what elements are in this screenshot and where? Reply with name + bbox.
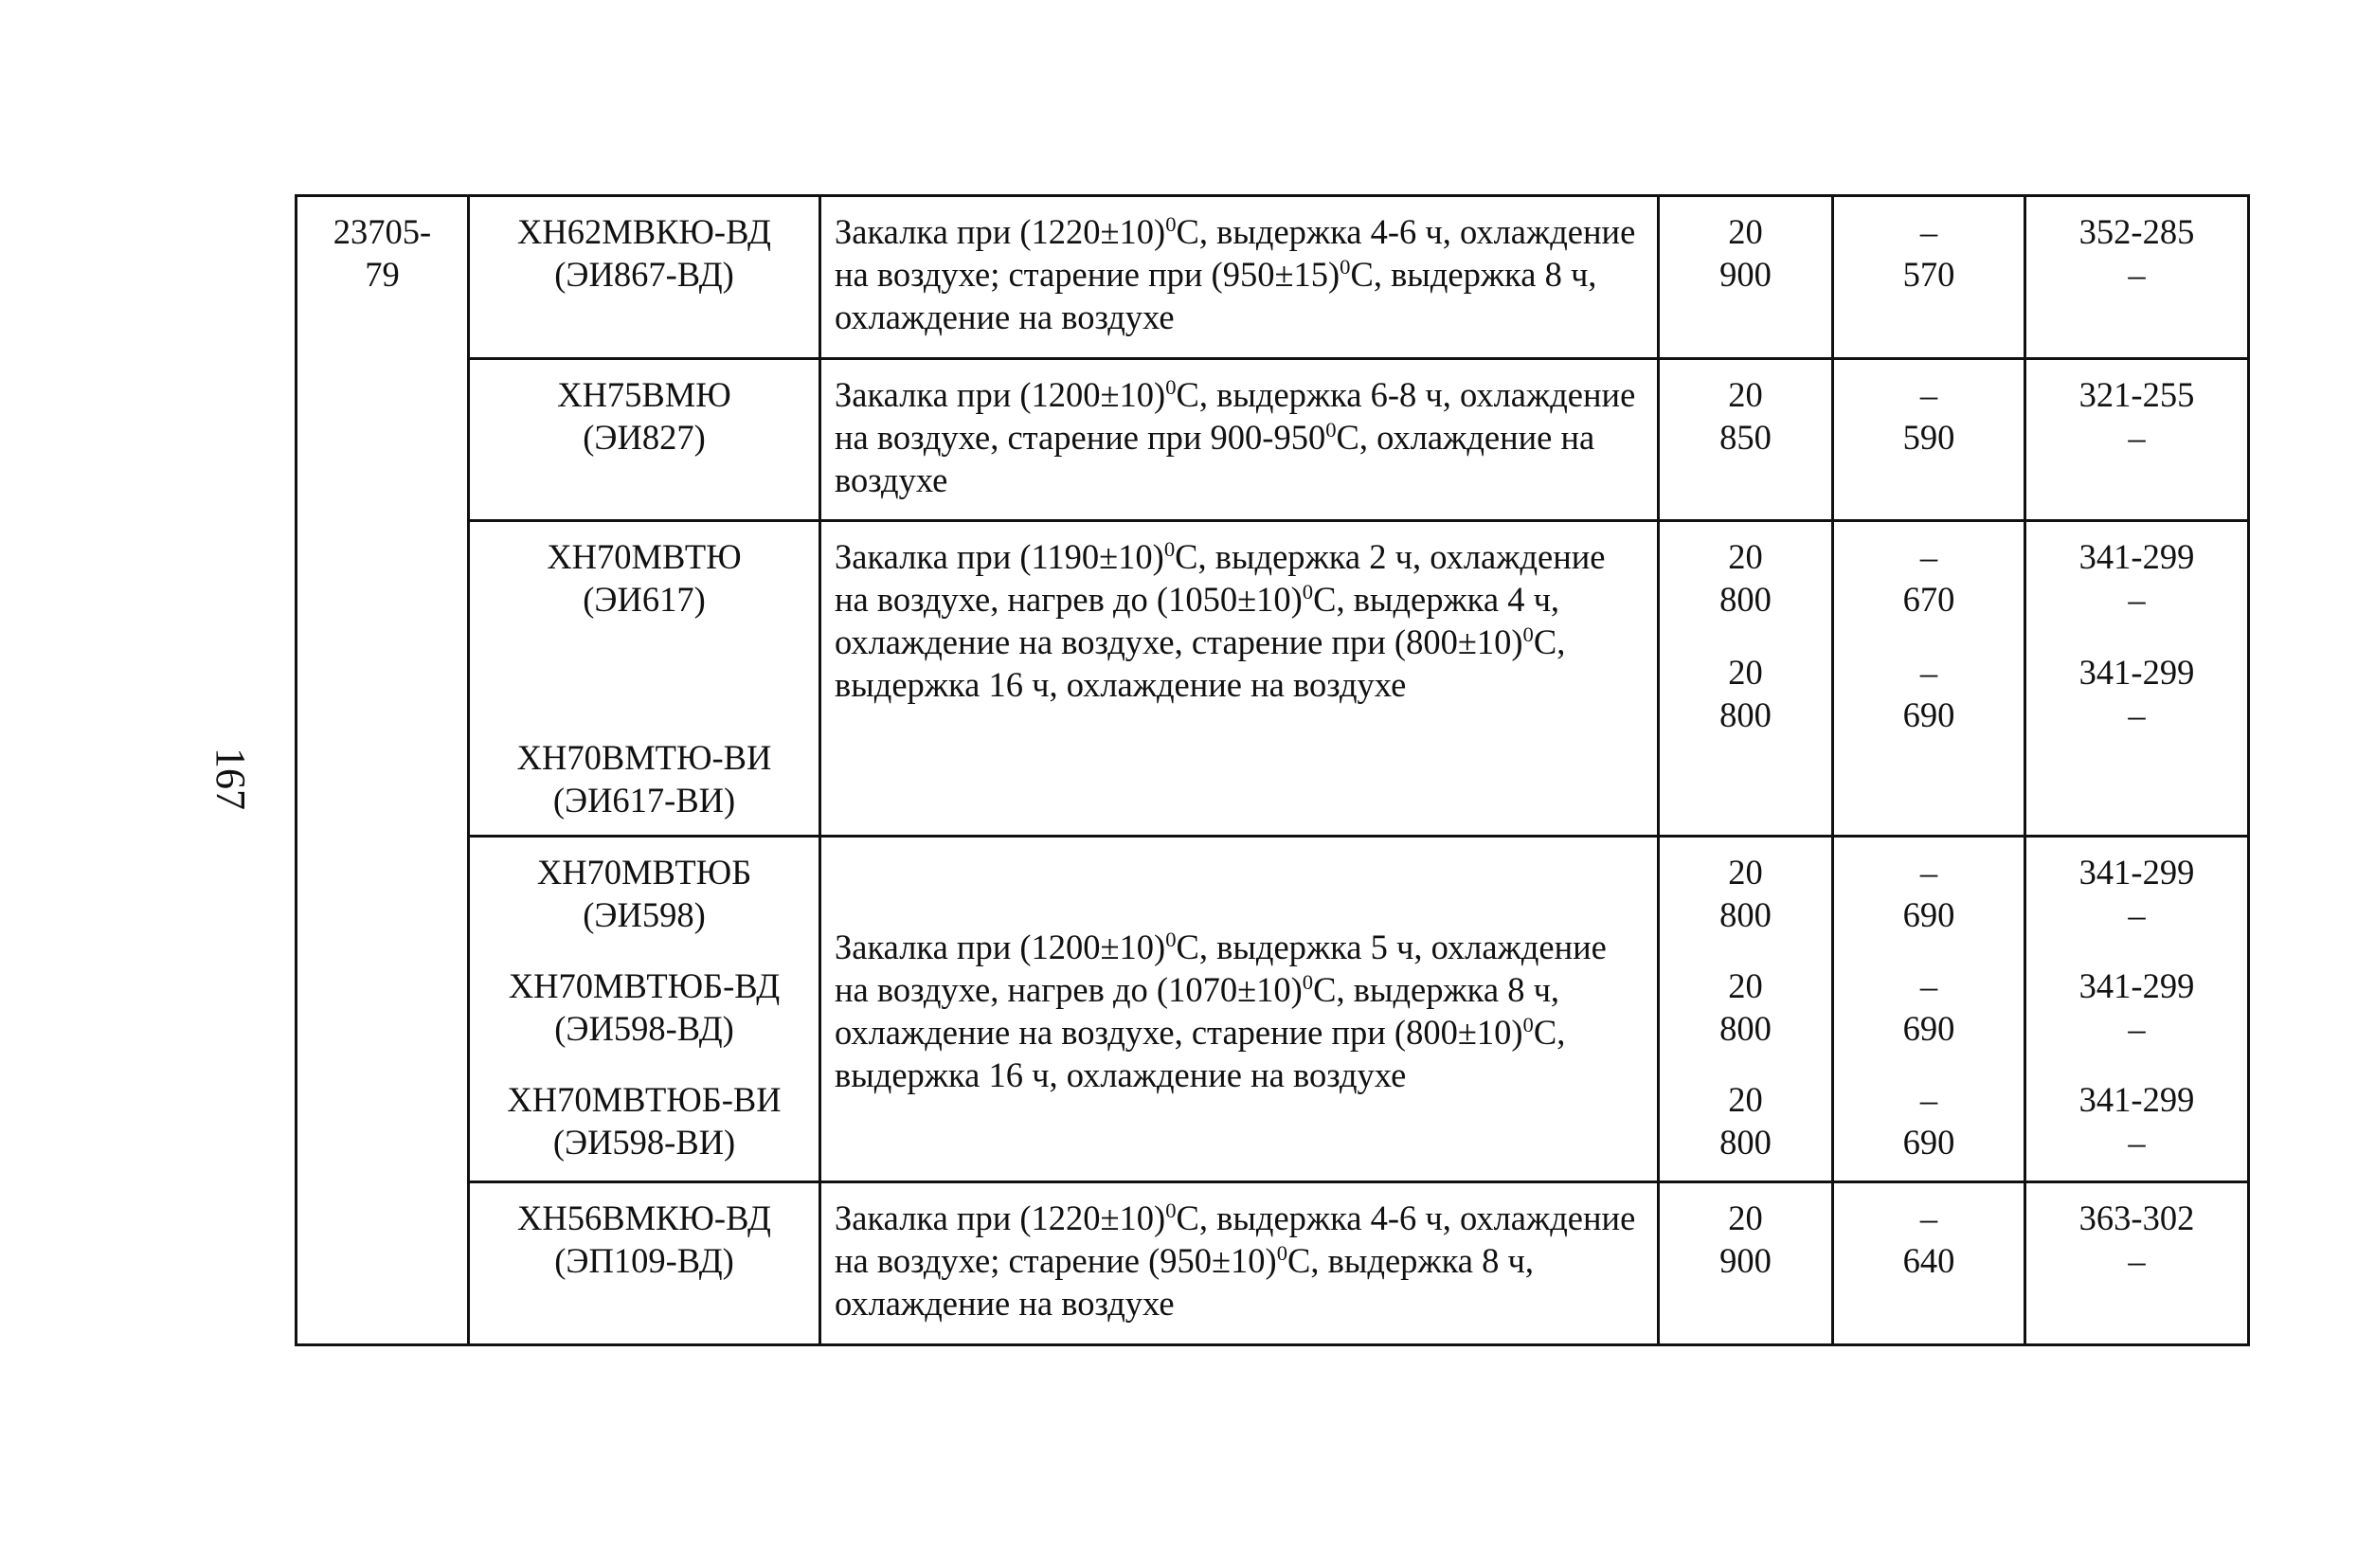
degree-superscript: 0 — [1165, 928, 1177, 952]
value-block — [1673, 964, 1818, 1050]
degree-superscript: 0 — [1165, 374, 1177, 399]
treatment-cell — [820, 521, 1659, 837]
degree-superscript: 0 — [1165, 1199, 1177, 1223]
strength-value: – — [1919, 853, 1938, 892]
strength-value: – — [1919, 1199, 1938, 1238]
strength-value: 690 — [1902, 1123, 1955, 1162]
value-block — [2040, 210, 2234, 296]
value-block — [1673, 1197, 1818, 1282]
degree-superscript: 0 — [1302, 579, 1314, 604]
temperature-value: 900 — [1719, 255, 1772, 294]
range-value: 341-299 — [2078, 537, 2195, 577]
degree-superscript: 0 — [1165, 211, 1177, 236]
temperature-value: 20 — [1728, 853, 1763, 892]
grade-code: (ЭИ827) — [583, 417, 706, 457]
temperature-value: 20 — [1728, 537, 1763, 577]
treatment-fragment: С, выдержка 5 ч, охлаждение на воздухе, нагрев до (1070±10) — [835, 928, 1607, 1010]
strength-value: – — [1919, 374, 1938, 414]
treatment-cell — [820, 196, 1659, 359]
grade-code: (ЭИ598-ВИ) — [552, 1123, 736, 1162]
range-value: – — [2128, 255, 2146, 294]
strength-value: 640 — [1902, 1241, 1955, 1281]
degree-superscript: 0 — [1302, 970, 1314, 995]
strength-value: 690 — [1902, 695, 1955, 735]
grade-name: ХН70МВТЮБ-ВД — [508, 966, 781, 1006]
strength-value: – — [1919, 653, 1938, 693]
treatment-fragment: С, выдержка 6-8 ч, охлаждение на воздухе, старение при 900-950 — [835, 374, 1636, 457]
range-cell — [2025, 837, 2249, 1182]
temperature-value: 800 — [1719, 580, 1772, 620]
temperature-value: 20 — [1728, 212, 1763, 251]
range-value: 341-299 — [2078, 853, 2195, 892]
value-block — [2040, 964, 2234, 1050]
strength-value: – — [1919, 537, 1938, 577]
treatment-fragment: С, выдержка 8 ч, охлаждение на воздухе, старение при (800±10) — [835, 970, 1560, 1053]
value-block — [1847, 210, 2010, 296]
treatment-fragment: С, выдержка 8 ч, охлаждение на воздухе — [835, 1241, 1534, 1324]
temperature-value: 20 — [1728, 1080, 1763, 1120]
value-block — [1673, 373, 1818, 459]
grade-block — [483, 736, 805, 821]
table-row — [297, 837, 2249, 1182]
grade-name: ХН62МВКЮ-ВД — [517, 212, 771, 251]
temperature-value: 800 — [1719, 895, 1772, 935]
treatment-text — [835, 210, 1644, 338]
temperature-value: 800 — [1719, 695, 1772, 735]
value-cell — [1833, 358, 2025, 521]
temperature-value: 20 — [1728, 966, 1763, 1006]
value-block — [1673, 651, 1818, 736]
grade-cell — [469, 521, 820, 837]
treatment-cell — [820, 358, 1659, 521]
range-cell — [2025, 521, 2249, 837]
treatment-fragment: Закалка при (1190±10) — [835, 537, 1164, 577]
treatment-fragment: С, выдержка 4 ч, охлаждение на воздухе, старение при (800±10) — [835, 580, 1560, 662]
grade-block — [483, 964, 805, 1050]
range-value: – — [2128, 695, 2146, 735]
temperature-cell — [1659, 358, 1833, 521]
heat-treatment-table — [295, 194, 2250, 1346]
grade-code: (ЭИ867-ВД) — [554, 255, 734, 294]
value-block — [1847, 1078, 2010, 1163]
temperature-value: 20 — [1728, 374, 1763, 414]
range-cell — [2025, 1182, 2249, 1345]
treatment-fragment: Закалка при (1200±10) — [835, 374, 1166, 414]
strength-value: – — [1919, 1080, 1938, 1120]
value-cell — [1833, 521, 2025, 837]
temperature-value: 900 — [1719, 1241, 1772, 1281]
treatment-fragment: Закалка при (1200±10) — [835, 928, 1166, 967]
table-row — [297, 358, 2249, 521]
treatment-text — [835, 926, 1644, 1096]
range-value: – — [2128, 1123, 2146, 1162]
degree-superscript: 0 — [1340, 254, 1351, 279]
range-value: – — [2128, 1009, 2146, 1049]
range-cell — [2025, 196, 2249, 359]
treatment-fragment: С, выдержка 16 ч, охлаждение на воздухе — [835, 622, 1566, 705]
value-block — [2040, 373, 2234, 459]
grade-block — [483, 1197, 805, 1282]
value-cell — [1833, 1182, 2025, 1345]
value-block — [1673, 535, 1818, 621]
strength-value: 690 — [1902, 895, 1955, 935]
treatment-fragment: С, охлаждение на воздухе — [835, 417, 1595, 499]
value-block — [1847, 1197, 2010, 1282]
grade-code: (ЭП109-ВД) — [554, 1241, 734, 1281]
degree-superscript: 0 — [1325, 417, 1337, 442]
strength-value: 690 — [1902, 1009, 1955, 1049]
grade-code: (ЭИ617) — [583, 580, 706, 620]
grade-block — [483, 373, 805, 459]
value-block — [2040, 1197, 2234, 1282]
temperature-cell — [1659, 1182, 1833, 1345]
degree-superscript: 0 — [1276, 1241, 1288, 1266]
value-block — [1847, 964, 2010, 1050]
grade-code: (ЭИ598-ВД) — [554, 1009, 734, 1049]
range-value: – — [2128, 417, 2146, 457]
temperature-value: 20 — [1728, 1199, 1763, 1238]
grade-code: (ЭИ598) — [583, 895, 706, 935]
treatment-fragment: С, выдержка 4-6 ч, охлаждение на воздухе; старение (950±10) — [835, 1199, 1636, 1281]
page-number: 167 — [207, 748, 254, 810]
treatment-text — [835, 535, 1644, 706]
grade-name: ХН56ВМКЮ-ВД — [517, 1199, 771, 1238]
temperature-value: 800 — [1719, 1009, 1772, 1049]
range-value: 321-255 — [2078, 374, 2195, 414]
grade-name: ХН70ВМТЮ-ВИ — [516, 738, 772, 778]
temperature-value: 850 — [1719, 417, 1772, 457]
grade-cell — [469, 196, 820, 359]
grade-block — [483, 535, 805, 621]
range-value: 341-299 — [2078, 653, 2195, 693]
table-body — [297, 196, 2249, 1345]
treatment-text — [835, 1197, 1644, 1325]
treatment-fragment: С, выдержка 16 ч, охлаждение на воздухе — [835, 1013, 1566, 1095]
standard-number-cell — [297, 196, 469, 1345]
strength-value: 670 — [1902, 580, 1955, 620]
table-row — [297, 1182, 2249, 1345]
temperature-cell — [1659, 521, 1833, 837]
range-value: – — [2128, 895, 2146, 935]
temperature-cell — [1659, 837, 1833, 1182]
degree-superscript: 0 — [1163, 536, 1176, 561]
grade-cell — [469, 1182, 820, 1345]
treatment-fragment: Закалка при (1220±10) — [835, 212, 1166, 251]
degree-superscript: 0 — [1522, 622, 1534, 646]
strength-value: 590 — [1902, 417, 1955, 457]
value-block — [1847, 535, 2010, 621]
grade-block — [483, 210, 805, 296]
value-block — [1673, 1078, 1818, 1163]
treatment-fragment: С, выдержка 8 ч, охлаждение на воздухе — [835, 255, 1597, 336]
grade-cell — [469, 837, 820, 1182]
treatment-cell — [820, 837, 1659, 1182]
treatment-cell — [820, 1182, 1659, 1345]
value-block — [2040, 535, 2234, 621]
treatment-fragment: С, выдержка 4-6 ч, охлаждение на воздухе; старение при (950±15) — [835, 212, 1636, 294]
value-block — [2040, 1078, 2234, 1163]
table-row — [297, 521, 2249, 837]
temperature-value: 20 — [1728, 653, 1763, 693]
value-block — [1673, 851, 1818, 936]
grade-name: ХН70МВТЮБ — [536, 853, 752, 892]
grade-code: (ЭИ617-ВИ) — [552, 781, 736, 820]
degree-superscript: 0 — [1522, 1013, 1534, 1037]
temperature-value: 800 — [1719, 1123, 1772, 1162]
grade-cell — [469, 358, 820, 521]
temperature-cell — [1659, 196, 1833, 359]
value-cell — [1833, 837, 2025, 1182]
value-block — [2040, 851, 2234, 936]
grade-block — [483, 851, 805, 936]
table-row — [297, 196, 2249, 359]
treatment-fragment: С, выдержка 2 ч, охлаждение на воздухе, нагрев до (1050±10) — [835, 537, 1606, 620]
range-value: – — [2128, 580, 2146, 620]
grade-name: ХН70МВТЮБ-ВИ — [507, 1080, 782, 1120]
strength-value: 570 — [1902, 255, 1955, 294]
grade-name: ХН75ВМЮ — [557, 374, 731, 414]
strength-value: – — [1919, 966, 1938, 1006]
value-block — [2040, 651, 2234, 736]
value-cell — [1833, 196, 2025, 359]
value-block — [1673, 210, 1818, 296]
value-block — [1847, 373, 2010, 459]
range-cell — [2025, 358, 2249, 521]
grade-name: ХН70МВТЮ — [547, 537, 742, 577]
treatment-text — [835, 373, 1644, 501]
treatment-fragment: Закалка при (1220±10) — [835, 1199, 1166, 1238]
grade-block — [483, 1078, 805, 1163]
range-value: 352-285 — [2078, 212, 2195, 251]
range-value: – — [2128, 1241, 2146, 1281]
value-block — [1847, 651, 2010, 736]
range-value: 341-299 — [2078, 1080, 2195, 1120]
range-value: 363-302 — [2078, 1199, 2195, 1238]
strength-value: – — [1919, 212, 1938, 251]
value-block — [1847, 851, 2010, 936]
standard-number: 23705- 79 — [333, 212, 432, 294]
range-value: 341-299 — [2078, 966, 2195, 1006]
